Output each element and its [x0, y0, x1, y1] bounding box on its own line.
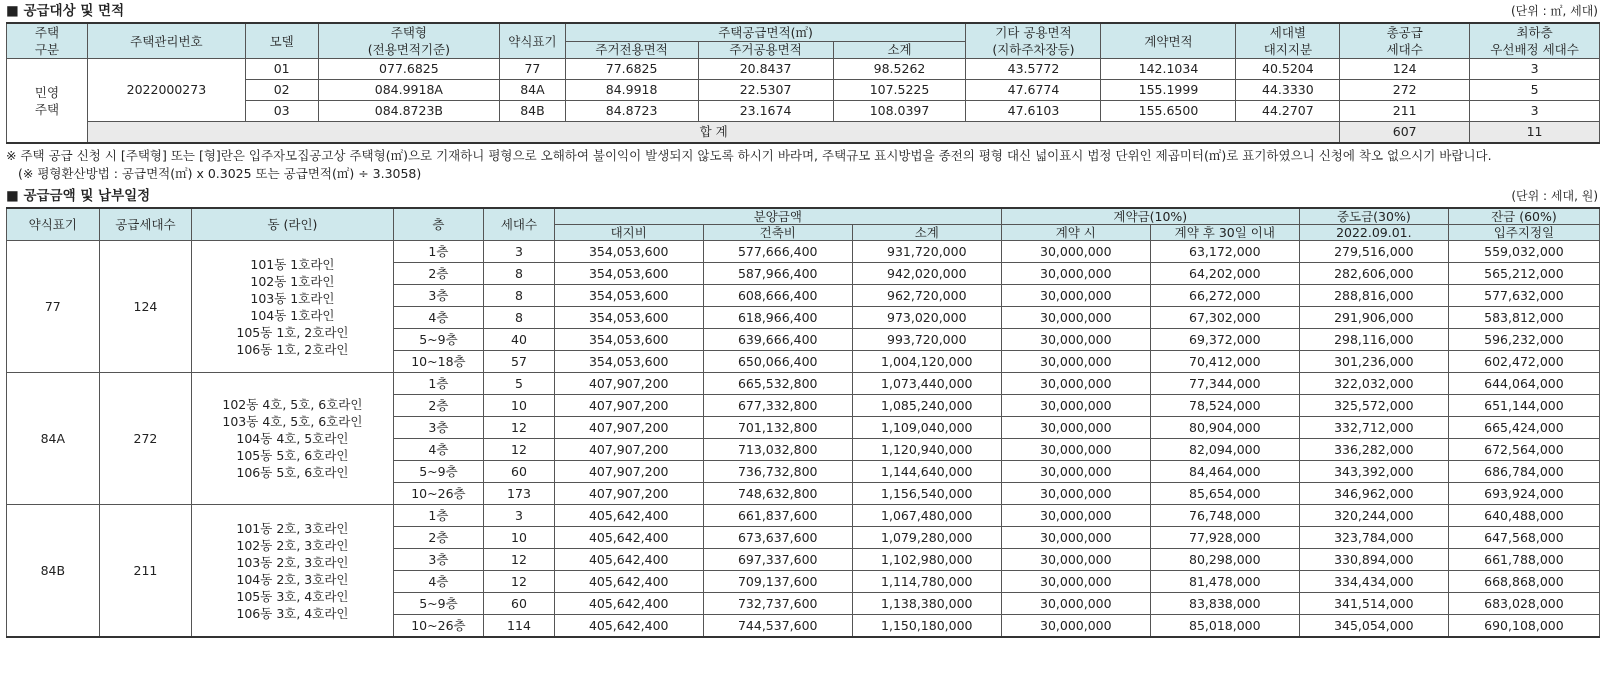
building-price-cell: 650,066,400 [703, 351, 852, 373]
land-price-cell: 405,642,400 [554, 505, 703, 527]
balance-cell: 661,788,000 [1448, 549, 1599, 571]
supply-units-cell: 211 [99, 505, 192, 638]
deposit-after-30-cell: 66,272,000 [1150, 285, 1299, 307]
supply-units-cell: 124 [99, 241, 192, 373]
deposit-after-30-cell: 69,372,000 [1150, 329, 1299, 351]
floor-cell: 1층 [393, 373, 484, 395]
price-subtotal-cell: 1,067,480,000 [852, 505, 1001, 527]
model-cell: 03 [245, 101, 318, 122]
interim-cell: 332,712,000 [1299, 417, 1448, 439]
land-price-cell: 405,642,400 [554, 571, 703, 593]
dong-line-cell: 102동 4호, 5호, 6호라인 103동 4호, 5호, 6호라인 104동 4호, 5호라인 105동 5호, 6호라인 106동 5호, 6호라인 [192, 373, 393, 505]
building-price-cell: 713,032,800 [703, 439, 852, 461]
abbr-cell: 77 [7, 241, 100, 373]
balance-cell: 565,212,000 [1448, 263, 1599, 285]
floor-cell: 2층 [393, 395, 484, 417]
building-price-cell: 661,837,600 [703, 505, 852, 527]
table-row [7, 241, 1600, 263]
table-row [7, 101, 1600, 122]
deposit-at-contract-cell: 30,000,000 [1001, 351, 1150, 373]
units-cell: 12 [484, 571, 554, 593]
header-other-common: 기타 공용면적 (지하주차장등) [966, 23, 1101, 59]
deposit-after-30-cell: 85,018,000 [1150, 615, 1299, 638]
floor-cell: 10~18층 [393, 351, 484, 373]
deposit-after-30-cell: 81,478,000 [1150, 571, 1299, 593]
subtotal-cell: 98.5262 [833, 59, 966, 80]
deposit-after-30-cell: 84,464,000 [1150, 461, 1299, 483]
interim-cell: 320,244,000 [1299, 505, 1448, 527]
header-subtotal: 소계 [833, 41, 966, 58]
interim-cell: 301,236,000 [1299, 351, 1448, 373]
header-house-type: 주택형 (전용면적기준) [318, 23, 500, 59]
land-price-cell: 354,053,600 [554, 329, 703, 351]
deposit-at-contract-cell: 30,000,000 [1001, 483, 1150, 505]
building-price-cell: 732,737,600 [703, 593, 852, 615]
interim-cell: 279,516,000 [1299, 241, 1448, 263]
total-units-value: 607 [1340, 122, 1470, 144]
units-cell: 173 [484, 483, 554, 505]
land-price-cell: 407,907,200 [554, 483, 703, 505]
price-subtotal-cell: 1,109,040,000 [852, 417, 1001, 439]
total-row [7, 122, 1600, 144]
abbr-cell: 84A [500, 80, 565, 101]
deposit-at-contract-cell: 30,000,000 [1001, 549, 1150, 571]
deposit-after-30-cell: 85,654,000 [1150, 483, 1299, 505]
header-after-30-days: 계약 후 30일 이내 [1150, 225, 1299, 241]
deposit-after-30-cell: 80,904,000 [1150, 417, 1299, 439]
building-price-cell: 618,966,400 [703, 307, 852, 329]
contract-area-cell: 155.1999 [1101, 80, 1236, 101]
price-subtotal-cell: 993,720,000 [852, 329, 1001, 351]
header-house-category: 주택 구분 [7, 23, 88, 59]
deposit-after-30-cell: 82,094,000 [1150, 439, 1299, 461]
house-type-cell: 077.6825 [318, 59, 500, 80]
lowest-floor-cell: 3 [1470, 101, 1600, 122]
building-price-cell: 748,632,800 [703, 483, 852, 505]
floor-cell: 10~26층 [393, 483, 484, 505]
house-category-cell: 민영 주택 [7, 59, 88, 144]
balance-cell: 583,812,000 [1448, 307, 1599, 329]
deposit-after-30-cell: 76,748,000 [1150, 505, 1299, 527]
interim-cell: 282,606,000 [1299, 263, 1448, 285]
total-units-cell: 124 [1340, 59, 1470, 80]
floor-cell: 4층 [393, 571, 484, 593]
header-at-contract: 계약 시 [1001, 225, 1150, 241]
header-dong: 동 (라인) [192, 208, 393, 241]
header-balance-date: 입주지정일 [1448, 225, 1599, 241]
table-row [7, 80, 1600, 101]
interim-cell: 325,572,000 [1299, 395, 1448, 417]
deposit-after-30-cell: 67,302,000 [1150, 307, 1299, 329]
mgmt-no-cell: 2022000273 [87, 59, 245, 122]
header-units: 세대수 [484, 208, 554, 241]
header-supply-units: 공급세대수 [99, 208, 192, 241]
units-cell: 3 [484, 505, 554, 527]
floor-cell: 4층 [393, 439, 484, 461]
floor-cell: 5~9층 [393, 329, 484, 351]
deposit-after-30-cell: 70,412,000 [1150, 351, 1299, 373]
units-cell: 8 [484, 285, 554, 307]
units-cell: 8 [484, 263, 554, 285]
note-line-2: (※ 평형환산방법 : 공급면적(㎡) x 0.3025 또는 공급면적(㎡) ÷ 3.3058) [18, 166, 422, 181]
section-title-text: ■ 공급금액 및 납부일정 [6, 188, 151, 204]
interim-cell: 323,784,000 [1299, 527, 1448, 549]
building-price-cell: 697,337,600 [703, 549, 852, 571]
balance-cell: 640,488,000 [1448, 505, 1599, 527]
building-price-cell: 587,966,400 [703, 263, 852, 285]
deposit-after-30-cell: 64,202,000 [1150, 263, 1299, 285]
price-subtotal-cell: 1,120,940,000 [852, 439, 1001, 461]
floor-cell: 2층 [393, 527, 484, 549]
house-type-cell: 084.9918A [318, 80, 500, 101]
header-abbr: 약식표기 [500, 23, 565, 59]
table-row [7, 505, 1600, 527]
land-share-cell: 44.2707 [1236, 101, 1340, 122]
interim-cell: 298,116,000 [1299, 329, 1448, 351]
supply-units-cell: 272 [99, 373, 192, 505]
interim-cell: 346,962,000 [1299, 483, 1448, 505]
balance-cell: 559,032,000 [1448, 241, 1599, 263]
land-price-cell: 407,907,200 [554, 439, 703, 461]
units-cell: 10 [484, 395, 554, 417]
deposit-at-contract-cell: 30,000,000 [1001, 505, 1150, 527]
deposit-at-contract-cell: 30,000,000 [1001, 285, 1150, 307]
interim-cell: 322,032,000 [1299, 373, 1448, 395]
building-price-cell: 677,332,800 [703, 395, 852, 417]
floor-cell: 5~9층 [393, 461, 484, 483]
unit-label: (단위 : ㎡, 세대) [1510, 4, 1598, 18]
header-common-area: 주거공용면적 [698, 41, 833, 58]
price-subtotal-cell: 1,150,180,000 [852, 615, 1001, 638]
balance-cell: 577,632,000 [1448, 285, 1599, 307]
price-subtotal-cell: 942,020,000 [852, 263, 1001, 285]
header-interim-date: 2022.09.01. [1299, 225, 1448, 241]
subtotal-cell: 107.5225 [833, 80, 966, 101]
total-label: 합 계 [87, 122, 1339, 144]
header-price-subtotal: 소계 [852, 225, 1001, 241]
price-subtotal-cell: 1,004,120,000 [852, 351, 1001, 373]
price-subtotal-cell: 1,138,380,000 [852, 593, 1001, 615]
total-units-cell: 272 [1340, 80, 1470, 101]
price-subtotal-cell: 1,144,640,000 [852, 461, 1001, 483]
unit-label: (단위 : 세대, 원) [1511, 189, 1598, 203]
price-subtotal-cell: 1,085,240,000 [852, 395, 1001, 417]
contract-area-cell: 155.6500 [1101, 101, 1236, 122]
interim-cell: 343,392,000 [1299, 461, 1448, 483]
units-cell: 12 [484, 439, 554, 461]
total-lowest-value: 11 [1470, 122, 1600, 144]
header-land-share: 세대별 대지지분 [1236, 23, 1340, 59]
header-abbr: 약식표기 [7, 208, 100, 241]
deposit-at-contract-cell: 30,000,000 [1001, 395, 1150, 417]
abbr-cell: 84B [500, 101, 565, 122]
land-price-cell: 405,642,400 [554, 527, 703, 549]
deposit-at-contract-cell: 30,000,000 [1001, 461, 1150, 483]
building-price-cell: 577,666,400 [703, 241, 852, 263]
balance-cell: 693,924,000 [1448, 483, 1599, 505]
land-price-cell: 407,907,200 [554, 373, 703, 395]
building-price-cell: 608,666,400 [703, 285, 852, 307]
common-area-cell: 20.8437 [698, 59, 833, 80]
deposit-after-30-cell: 78,524,000 [1150, 395, 1299, 417]
header-lowest-floor: 최하층 우선배정 세대수 [1470, 23, 1600, 59]
balance-cell: 672,564,000 [1448, 439, 1599, 461]
floor-cell: 1층 [393, 241, 484, 263]
deposit-at-contract-cell: 30,000,000 [1001, 373, 1150, 395]
deposit-at-contract-cell: 30,000,000 [1001, 329, 1150, 351]
units-cell: 57 [484, 351, 554, 373]
interim-cell: 336,282,000 [1299, 439, 1448, 461]
land-price-cell: 354,053,600 [554, 263, 703, 285]
abbr-cell: 77 [500, 59, 565, 80]
header-supply-area: 주택공급면적(㎡) [565, 23, 966, 41]
building-price-cell: 709,137,600 [703, 571, 852, 593]
units-cell: 60 [484, 461, 554, 483]
deposit-after-30-cell: 80,298,000 [1150, 549, 1299, 571]
model-cell: 01 [245, 59, 318, 80]
land-price-cell: 407,907,200 [554, 395, 703, 417]
header-price: 분양금액 [554, 208, 1001, 225]
building-price-cell: 673,637,600 [703, 527, 852, 549]
deposit-at-contract-cell: 30,000,000 [1001, 307, 1150, 329]
section-title-price-schedule [6, 185, 1600, 207]
land-price-cell: 354,053,600 [554, 307, 703, 329]
units-cell: 60 [484, 593, 554, 615]
contract-area-cell: 142.1034 [1101, 59, 1236, 80]
total-units-cell: 211 [1340, 101, 1470, 122]
supply-area-table [6, 22, 1600, 144]
floor-cell: 2층 [393, 263, 484, 285]
balance-cell: 686,784,000 [1448, 461, 1599, 483]
deposit-after-30-cell: 83,838,000 [1150, 593, 1299, 615]
model-cell: 02 [245, 80, 318, 101]
header-land-price: 대지비 [554, 225, 703, 241]
land-price-cell: 405,642,400 [554, 615, 703, 638]
land-price-cell: 407,907,200 [554, 461, 703, 483]
deposit-at-contract-cell: 30,000,000 [1001, 241, 1150, 263]
deposit-at-contract-cell: 30,000,000 [1001, 615, 1150, 638]
land-price-cell: 407,907,200 [554, 417, 703, 439]
header-model: 모델 [245, 23, 318, 59]
other-common-cell: 47.6774 [966, 80, 1101, 101]
header-total-units: 총공급 세대수 [1340, 23, 1470, 59]
land-price-cell: 405,642,400 [554, 593, 703, 615]
price-subtotal-cell: 1,114,780,000 [852, 571, 1001, 593]
floor-cell: 5~9층 [393, 593, 484, 615]
price-subtotal-cell: 1,073,440,000 [852, 373, 1001, 395]
price-subtotal-cell: 1,079,280,000 [852, 527, 1001, 549]
common-area-cell: 23.1674 [698, 101, 833, 122]
building-price-cell: 701,132,800 [703, 417, 852, 439]
interim-cell: 330,894,000 [1299, 549, 1448, 571]
interim-cell: 288,816,000 [1299, 285, 1448, 307]
house-type-cell: 084.8723B [318, 101, 500, 122]
deposit-at-contract-cell: 30,000,000 [1001, 527, 1150, 549]
building-price-cell: 736,732,800 [703, 461, 852, 483]
table-row [7, 59, 1600, 80]
building-price-cell: 665,532,800 [703, 373, 852, 395]
deposit-at-contract-cell: 30,000,000 [1001, 439, 1150, 461]
note-line-1: ※ 주택 공급 신청 시 [주택형] 또는 [형]란은 입주자모집공고상 주택형(㎡)으로 기재하니 평형으로 오해하여 불이익이 발생되지 않도록 하시기 바라며, 주택규모 표시방법을 종전의 평형 대신 넓이표시 법정 단위인 제곱미터(㎡)로 표기하였으니 신청에 착오 없으시기 바랍니다. [6, 148, 1492, 163]
header-mgmt-no: 주택관리번호 [87, 23, 245, 59]
interim-cell: 341,514,000 [1299, 593, 1448, 615]
floor-cell: 3층 [393, 285, 484, 307]
header-balance: 잔금 (60%) [1448, 208, 1599, 225]
deposit-at-contract-cell: 30,000,000 [1001, 417, 1150, 439]
units-cell: 12 [484, 417, 554, 439]
balance-cell: 596,232,000 [1448, 329, 1599, 351]
deposit-after-30-cell: 77,928,000 [1150, 527, 1299, 549]
header-interim: 중도금(30%) [1299, 208, 1448, 225]
header-contract-area: 계약면적 [1101, 23, 1236, 59]
units-cell: 40 [484, 329, 554, 351]
balance-cell: 668,868,000 [1448, 571, 1599, 593]
deposit-at-contract-cell: 30,000,000 [1001, 263, 1150, 285]
abbr-cell: 84A [7, 373, 100, 505]
balance-cell: 602,472,000 [1448, 351, 1599, 373]
interim-cell: 334,434,000 [1299, 571, 1448, 593]
balance-cell: 644,064,000 [1448, 373, 1599, 395]
header-excl-area: 주거전용면적 [565, 41, 698, 58]
header-deposit: 계약금(10%) [1001, 208, 1299, 225]
land-price-cell: 354,053,600 [554, 351, 703, 373]
lowest-floor-cell: 3 [1470, 59, 1600, 80]
header-floor: 층 [393, 208, 484, 241]
section-title-text: ■ 공급대상 및 면적 [6, 3, 125, 19]
lowest-floor-cell: 5 [1470, 80, 1600, 101]
excl-area-cell: 84.8723 [565, 101, 698, 122]
land-share-cell: 40.5204 [1236, 59, 1340, 80]
units-cell: 12 [484, 549, 554, 571]
units-cell: 8 [484, 307, 554, 329]
floor-cell: 3층 [393, 417, 484, 439]
price-subtotal-cell: 962,720,000 [852, 285, 1001, 307]
excl-area-cell: 77.6825 [565, 59, 698, 80]
balance-cell: 647,568,000 [1448, 527, 1599, 549]
price-subtotal-cell: 931,720,000 [852, 241, 1001, 263]
price-subtotal-cell: 1,102,980,000 [852, 549, 1001, 571]
dong-line-cell: 101동 2호, 3호라인 102동 2호, 3호라인 103동 2호, 3호라인 104동 2호, 3호라인 105동 3호, 4호라인 106동 3호, 4호라인 [192, 505, 393, 638]
subtotal-cell: 108.0397 [833, 101, 966, 122]
common-area-cell: 22.5307 [698, 80, 833, 101]
floor-cell: 1층 [393, 505, 484, 527]
deposit-after-30-cell: 63,172,000 [1150, 241, 1299, 263]
land-price-cell: 354,053,600 [554, 285, 703, 307]
abbr-cell: 84B [7, 505, 100, 638]
deposit-at-contract-cell: 30,000,000 [1001, 593, 1150, 615]
units-cell: 3 [484, 241, 554, 263]
price-subtotal-cell: 973,020,000 [852, 307, 1001, 329]
building-price-cell: 744,537,600 [703, 615, 852, 638]
land-price-cell: 354,053,600 [554, 241, 703, 263]
section-title-supply-area [6, 0, 1600, 22]
interim-cell: 345,054,000 [1299, 615, 1448, 638]
table-row [7, 373, 1600, 395]
balance-cell: 690,108,000 [1448, 615, 1599, 638]
header-building-price: 건축비 [703, 225, 852, 241]
excl-area-cell: 84.9918 [565, 80, 698, 101]
units-cell: 5 [484, 373, 554, 395]
price-schedule-table [6, 207, 1600, 638]
units-cell: 114 [484, 615, 554, 638]
price-subtotal-cell: 1,156,540,000 [852, 483, 1001, 505]
balance-cell: 651,144,000 [1448, 395, 1599, 417]
other-common-cell: 47.6103 [966, 101, 1101, 122]
balance-cell: 683,028,000 [1448, 593, 1599, 615]
other-common-cell: 43.5772 [966, 59, 1101, 80]
floor-cell: 3층 [393, 549, 484, 571]
deposit-after-30-cell: 77,344,000 [1150, 373, 1299, 395]
deposit-at-contract-cell: 30,000,000 [1001, 571, 1150, 593]
building-price-cell: 639,666,400 [703, 329, 852, 351]
interim-cell: 291,906,000 [1299, 307, 1448, 329]
dong-line-cell: 101동 1호라인 102동 1호라인 103동 1호라인 104동 1호라인 105동 1호, 2호라인 106동 1호, 2호라인 [192, 241, 393, 373]
balance-cell: 665,424,000 [1448, 417, 1599, 439]
floor-cell: 4층 [393, 307, 484, 329]
land-price-cell: 405,642,400 [554, 549, 703, 571]
land-share-cell: 44.3330 [1236, 80, 1340, 101]
floor-cell: 10~26층 [393, 615, 484, 638]
units-cell: 10 [484, 527, 554, 549]
